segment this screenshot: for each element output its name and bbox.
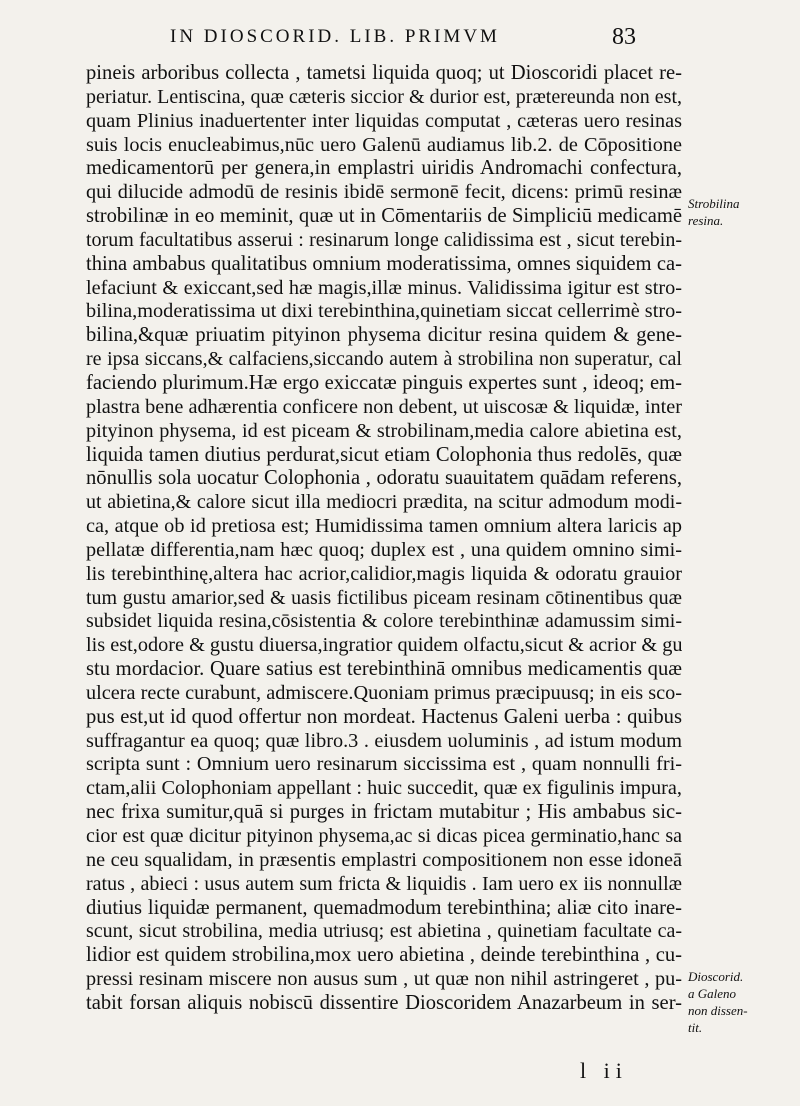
- text-line: quam Plinius inaduertenter inter liquidas computat , cæteras uero resinas: [86, 109, 682, 132]
- text-line: lis est,odore & gustu diuersa,ingratior quidem olfactu,sicut & acrior & gu: [86, 634, 682, 657]
- text-line: nec frixa sumitur,quā si purges in frictam mutabitur ; His ambabus sic-: [86, 801, 682, 824]
- text-line: pus est,ut id quod offertur non mordeat. Hactenus Galeni uerba : quibus: [86, 705, 682, 728]
- text-line: re ipsa siccans,& calfaciens,siccando autem à strobilina non superatur, cal: [86, 348, 682, 371]
- text-line: ca, atque ob id pretiosa est; Humidissima tamen omnium altera laricis ap: [86, 515, 682, 538]
- text-line: pineis arboribus collecta , tametsi liquida quoq; ut Dioscoridi placet re-: [86, 62, 682, 84]
- text-line: liquida tamen diutius perdurat,sicut etiam Colophonia thus redolēs, quæ: [86, 443, 682, 466]
- text-line: pressi resinam miscere non ausus sum , ut quæ non nihil astringeret , pu-: [86, 968, 682, 991]
- page-number: 83: [612, 24, 636, 50]
- text-line: pellatæ differentia,nam hæc quoq; duplex est , una quidem omnino simi-: [86, 538, 682, 561]
- text-line: ne ceu squalidam, in præsentis emplastri compositionem non esse idoneā: [86, 848, 682, 871]
- text-line: qui dilucide admodū de resinis ibidē sermonē fecit, dicens: primū resinæ: [86, 181, 682, 204]
- text-line: ut abietina,& calore sicut illa mediocri prædita, na scitur admodum modi-: [86, 491, 682, 514]
- text-line: tabit forsan aliquis nobiscū dissentire Dioscoridem Anazarbeum in ser-: [86, 991, 682, 1014]
- margin-note-strobilina: [688, 195, 798, 229]
- running-title: IN DIOSCORID. LIB. PRIMVM: [170, 26, 500, 47]
- text-line: plastra bene adhærentia conficere non debent, ut uiscosæ & liquidæ, inter: [86, 395, 682, 418]
- margin-note-line: tit.: [688, 1020, 703, 1035]
- signature-mark: l ii: [580, 1058, 628, 1083]
- text-line: ratus , abieci : usus autem sum fricta & liquidis . Iam uero ex iis nonnullæ: [86, 872, 682, 895]
- text-line: diutius liquidæ permanent, quemadmodum terebinthina; aliæ cito inare-: [86, 896, 682, 919]
- margin-note-line: non dissen-: [688, 1003, 748, 1018]
- text-line: lefaciunt & exiccant,sed hæ magis,illæ minus. Validissima igitur est stro-: [86, 276, 682, 299]
- text-line: faciendo plurimum.Hæ ergo exiccatæ pinguis expertes sunt , ideoq; em-: [86, 371, 682, 394]
- text-line: torum facultatibus asserui : resinarum longe calidissima est , sicut terebin-: [86, 228, 682, 251]
- text-line: subsidet liquida resina,cōsistentia & colore terebinthinæ adamussim simi-: [86, 610, 682, 633]
- margin-note-line: resina.: [688, 213, 724, 228]
- main-text-block: [86, 62, 682, 1016]
- margin-note-line: Dioscorid.: [688, 969, 744, 984]
- text-line: stu mordacior. Quare satius est terebinthinā omnibus medicamentis quæ: [86, 658, 682, 681]
- text-line: medicamentorū per genera,in emplastri uiridis Andromachi confectura,: [86, 157, 682, 180]
- text-line: lidior est quidem strobilina,mox uero abietina , deinde terebinthina , cu-: [86, 944, 682, 967]
- text-line: periatur. Lentiscina, quæ cæteris siccior & durior est, prætereunda non est,: [86, 85, 682, 108]
- text-line: lis terebinthinę,altera hac acrior,calidior,magis liquida & odoratu grauior: [86, 562, 682, 585]
- text-line: scripta sunt : Omnium uero resinarum siccissima est , quam nonnulli fri-: [86, 753, 682, 776]
- margin-note-dioscorides: [688, 968, 798, 1036]
- margin-note-line: Strobilina: [688, 196, 740, 211]
- text-line: cior est quæ dicitur pityinon physema,ac si dicas picea germinatio,hanc sa: [86, 825, 682, 847]
- text-line: bilina,&quæ priuatim pityinon physema dicitur resina quidem & gene-: [86, 324, 682, 347]
- margin-note-line: a Galeno: [688, 986, 737, 1001]
- text-line: tum gustu amarior,sed & uasis fictilibus piceam resinam cōtinentibus quæ: [86, 586, 682, 609]
- text-line: scunt, sicut strobilina, media utriusq; est abietina , quinetiam facultate ca-: [86, 920, 682, 943]
- text-line: suffragantur ea quoq; quæ libro.3 . eiusdem uoluminis , ad istum modum: [86, 729, 682, 752]
- text-line: ctam,alii Colophoniam appellant : huic succedit, quæ ex figulinis impura,: [86, 777, 682, 800]
- text-line: suis locis enucleabimus,nūc uero Galenū audiamus lib.2. de Cōpositione: [86, 133, 682, 156]
- text-line: bilina,moderatissima ut dixi terebinthina,quinetiam siccat cellerrimè stro-: [86, 300, 682, 323]
- text-line: pityinon physema, id est piceam & strobilinam,media calore abietina est,: [86, 419, 682, 442]
- text-line: nōnullis sola uocatur Colophonia , odoratu suauitatem quādam referens,: [86, 467, 682, 490]
- text-line: thina ambabus qualitatibus omnium moderatissima, omnes siquidem ca-: [86, 252, 682, 275]
- text-line: strobilinæ in eo meminit, quæ ut in Cōmentariis de Simpliciū medicamē: [86, 205, 682, 228]
- text-line: ulcera recte curabunt, admiscere.Quoniam primus præcipuusq; in eis sco-: [86, 681, 682, 704]
